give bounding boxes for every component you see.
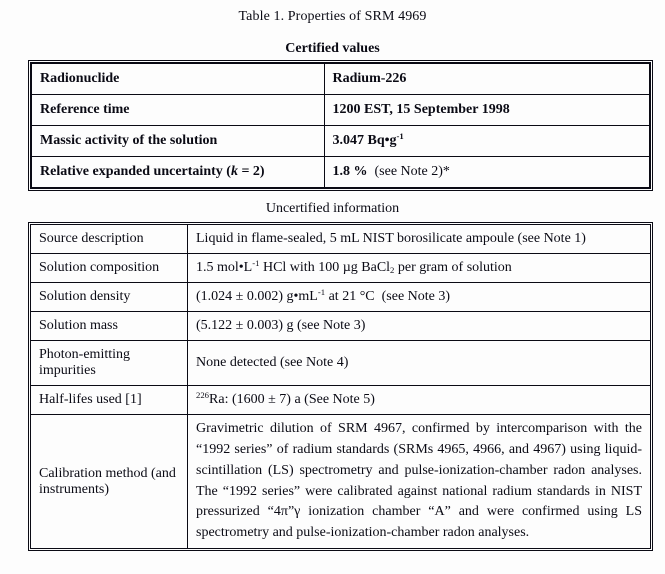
- value-note-part: (see Note 2)*: [367, 164, 450, 179]
- row-label-calibration-method: Calibration method (and instruments): [31, 415, 188, 549]
- value-text: (1.024 ± 0.002) g•mL: [196, 289, 318, 304]
- table-row: [31, 126, 650, 157]
- row-value-photon-impurities: None detected (see Note 4): [188, 341, 651, 386]
- value-text: Ra: (1600 ± 7) a (See Note 5): [209, 392, 375, 407]
- document-title: Table 1. Properties of SRM 4969: [238, 9, 427, 24]
- row-label-photon-impurities: Photon-emitting impurities: [31, 341, 188, 386]
- uncertified-information-heading: Uncertified information: [265, 201, 400, 216]
- row-label-reference-time: Reference time: [31, 95, 324, 126]
- table-row: [31, 283, 651, 312]
- row-label-massic-activity: Massic activity of the solution: [31, 126, 324, 157]
- table-row: [31, 225, 651, 254]
- value-text: HCl with 100 µg BaCl: [259, 260, 391, 275]
- row-value-massic-activity: [324, 126, 650, 157]
- row-label-radionuclide: Radionuclide: [31, 63, 324, 95]
- certified-values-table: [30, 62, 651, 189]
- superscript-exponent: -1: [317, 287, 326, 298]
- row-value-half-lifes: [188, 386, 651, 415]
- row-value-reference-time: 1200 EST, 15 September 1998: [324, 95, 650, 126]
- table-row: [31, 95, 650, 126]
- row-value-solution-composition: [188, 254, 651, 283]
- superscript-exponent: -1: [396, 131, 404, 142]
- row-label-solution-composition: Solution composition: [31, 254, 188, 283]
- value-bold-part: 1.8 %: [332, 164, 368, 179]
- row-value-radionuclide: Radium-226: [324, 63, 650, 95]
- row-label-solution-mass: Solution mass: [31, 312, 188, 341]
- table-row: [31, 415, 651, 549]
- superscript-mass-number: 226: [196, 390, 210, 401]
- row-value-source-description: Liquid in flame-sealed, 5 mL NIST borosilicate ampoule (see Note 1): [188, 225, 651, 254]
- row-value-expanded-uncertainty: [324, 157, 650, 189]
- row-label-expanded-uncertainty: [31, 157, 324, 189]
- superscript-exponent: -1: [252, 258, 260, 269]
- row-label-source-description: Source description: [31, 225, 188, 254]
- value-text: 1.5 mol•L: [196, 260, 253, 275]
- certified-values-heading: Certified values: [285, 41, 380, 56]
- table-row: [31, 386, 651, 415]
- value-text: 3.047 Bq•g: [332, 133, 397, 148]
- label-text: = 2): [237, 164, 265, 179]
- table-row: [31, 312, 651, 341]
- row-value-solution-density: [188, 283, 651, 312]
- uncertified-information-table: [30, 224, 651, 549]
- subscript-number: 2: [390, 265, 395, 276]
- row-label-half-lifes: Half-lifes used [1]: [31, 386, 188, 415]
- table-row: [31, 341, 651, 386]
- row-value-solution-mass: (5.122 ± 0.003) g (see Note 3): [188, 312, 651, 341]
- table-row: [31, 63, 650, 95]
- table-row: [31, 157, 650, 189]
- row-value-calibration-method: Gravimetric dilution of SRM 4967, confirmed by intercomparison with the “1992 series” of radium standards (SRMs 4965, 4966, and 4967) using liquid-scintillation (LS) spectrometry and pulse-ionization-chamber radon analyses. The “1992 series” were calibrated against national radium standards in NIST pressurized “4π”γ ionization chamber “A” and were confirmed using LS spectrometry and pulse-ionization-chamber radon analyses.: [188, 415, 651, 549]
- table-row: [31, 254, 651, 283]
- italic-k: k: [230, 164, 238, 179]
- value-text: at 21 °C (see Note 3): [325, 289, 451, 304]
- label-text: Relative expanded uncertainty (: [40, 164, 231, 179]
- row-label-solution-density: Solution density: [31, 283, 188, 312]
- value-text: per gram of solution: [394, 260, 512, 275]
